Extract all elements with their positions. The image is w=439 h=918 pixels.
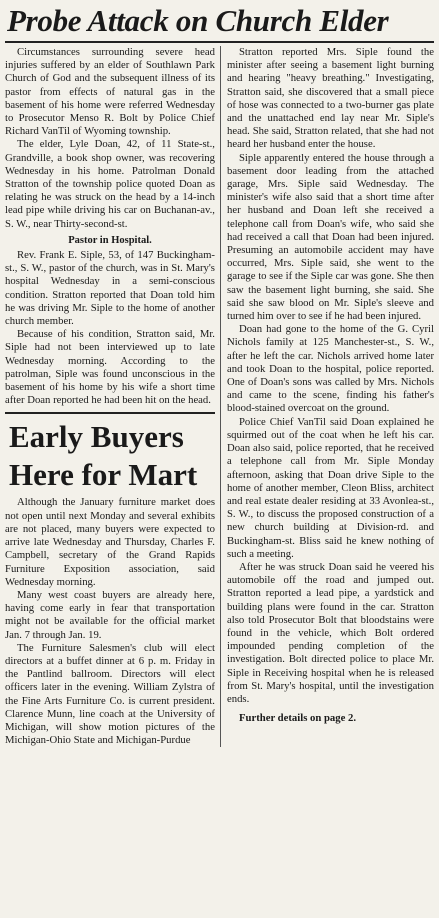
paragraph: Siple apparently entered the house through a basement door leading from the attached garage, Mrs. Siple said Wednesday. The minister's wife also said that a short time after her husband and Doan left she received a telephone call from Doan's wife, who said she had received a call that Doan had been injured. Presuming an automobile accident may have occurred, Mrs. Siple said, she went to the garage to see if the Siple car was gone. She then saw the basement light burning, she said. She said she saw blood on Mr. Siple's sleeve and turned him over to see if he had been injured. bbox=[226, 151, 434, 323]
paragraph: Circumstances surrounding severe head injuries suffered by an elder of Southlawn Park Church of God and the subsequent illness of its pastor from effects of natural gas in the basement of his home were referred Wednesday to Prosecutor Menso R. Bolt by Police Chief Richard VanTil of Wyoming township. bbox=[5, 46, 215, 138]
paragraph: After he was struck Doan said he veered his automobile off the road and jumped out. Stratton reported a lead pipe, a yardstick and building plans were found in the car. Stratton also told Prosecutor Bolt that bloodstains were found in the vehicle, which Bolt ordered impounded pending completion of the investigation. Bolt directed police to place Mr. Siple in Receiving hospital when he is released from St. Mary's hospital, until the investigation ends. bbox=[226, 560, 434, 705]
section-divider bbox=[5, 412, 215, 414]
left-column bbox=[5, 46, 221, 747]
second-headline-line-2: Here for Mart bbox=[9, 457, 198, 493]
paragraph: The Furniture Salesmen's club will elect directors at a buffet dinner at 6 p. m. Friday in the Pantlind ballroom. Directors will elect officers later in the evening. William Zylstra of the Fine Arts Furniture Co. is current president. Clarence Munn, line coach at the University of Michigan, will show motion pictures of the Michigan-Ohio State and Michigan-Purdue bbox=[5, 641, 215, 747]
subhead: Pastor in Hospital. bbox=[68, 234, 152, 246]
right-column bbox=[221, 46, 434, 747]
paragraph: Although the January furniture market does not open until next Monday and several exhibits are not placed, many buyers were expected to arrive late Wednesday and Thursday, Charles F. Campbell, secretary of the Grand Rapids Furniture Exposition association, said Wednesday morning. bbox=[5, 496, 215, 588]
headline-rule bbox=[5, 41, 434, 43]
continuation-note: Further details on page 2. bbox=[238, 712, 357, 725]
second-headline-line-1: Early Buyers bbox=[9, 419, 184, 455]
paragraph: The elder, Lyle Doan, 42, of 11 State-st., Grandville, a book shop owner, was recovering Wednesday in his home. Patrolman Donald Stratton of the township police quoted Doan as relating he was struck on the head by a 14-inch lead pipe while driving his car on Buchanan-av., S. W., near Thirty-second-st. bbox=[5, 138, 215, 230]
paragraph: Many west coast buyers are already here, having come early in fear that transportation might not be available for the official market Jan. 7 through Jan. 19. bbox=[5, 588, 215, 641]
paragraph: Police Chief VanTil said Doan explained he squirmed out of the coat when he left his car. Doan also said, police reported, that he received a telephone call from Mr. Siple Monday afternoon, asking that Doan drive Siple to the home of another member, Cleon Bliss, architect and real estate dealer residing at 33 Avonlea-st., S. W., to discuss the proposed construction of a new church building at Division-rd. and Buckingham-st. Bliss said he knew nothing of such a meeting. bbox=[226, 415, 434, 560]
headline: Probe Attack on Church Elder bbox=[7, 3, 389, 38]
paragraph: Because of his condition, Stratton said, Mr. Siple had not been interviewed up to late Wednesday morning. According to the patrolman, Siple was found unconscious in the basement of his home by his wife a short time after Doan reported he had been hit on the head. bbox=[5, 328, 215, 407]
paragraph: Doan had gone to the home of the G. Cyril Nichols family at 125 Manchester-st., S. W., after he left the car. Nichols arrived home later and took Doan to the hospital, police reported. One of Doan's sons was called by Mrs. Nichols and came to the scene, finding his father's blood-stained overcoat on the ground. bbox=[226, 323, 434, 415]
article-columns bbox=[5, 46, 434, 747]
paragraph: Stratton reported Mrs. Siple found the minister after seeing a basement light burning and hearing "heavy breathing." Investigating, Stratton said, she discovered that a small piece of hose was connected to a two-burner gas plate and the unattached end lay near Mr. Siple's head. She said, Stratton related, that she had not heard her husband enter the house. bbox=[226, 46, 434, 151]
paragraph: Rev. Frank E. Siple, 53, of 147 Buckingham-st., S. W., pastor of the church, was in St. Mary's hospital Wednesday in a semi-conscious condition. Stratton reported that Doan told him he was driving Mr. Siple to the home of another church member. bbox=[5, 249, 215, 328]
